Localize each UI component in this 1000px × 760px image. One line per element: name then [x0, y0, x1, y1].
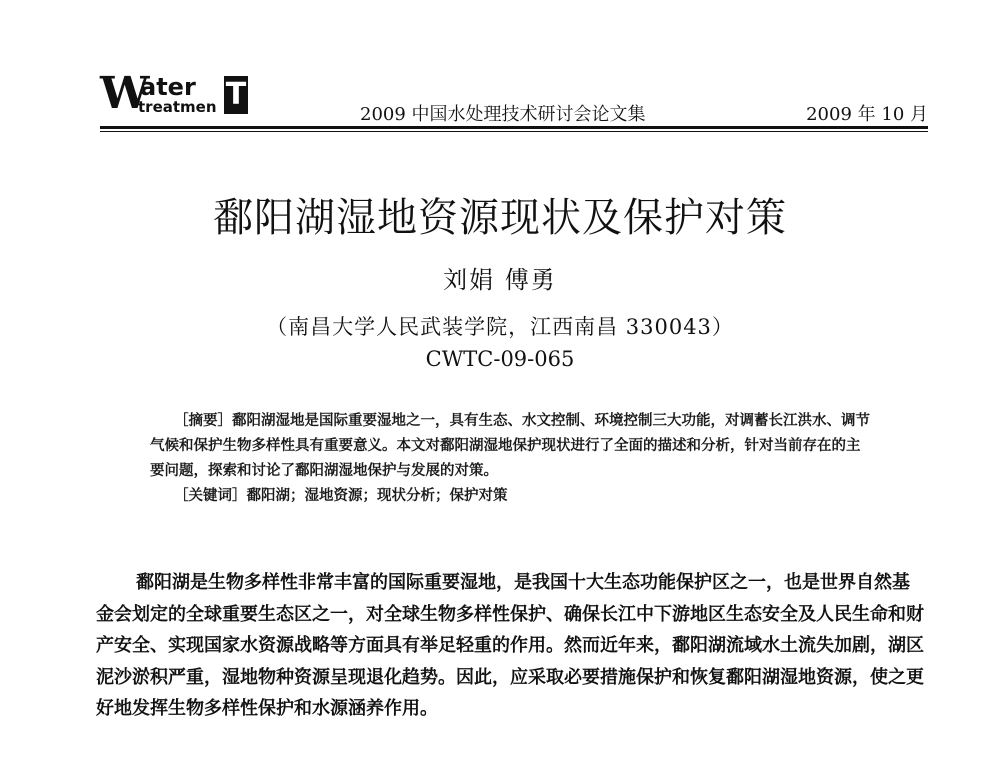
keywords-label: ［关键词］ — [174, 488, 247, 504]
running-header-date: 2009 年 10 月 — [806, 104, 928, 125]
keywords-text: 鄱阳湖；湿地资源；现状分析；保护对策 — [246, 488, 508, 504]
keywords-line — [150, 484, 870, 509]
logo-badge: T — [225, 77, 247, 112]
body-text — [96, 567, 924, 725]
body-paragraph: 鄱阳湖是生物多样性非常丰富的国际重要湿地，是我国十大生态功能保护区之一，也是世界自然基金会划定的全球重要生态区之一，对全球生物多样性保护、确保长江中下游地区生态安全及人民生命和财产安全、实现国家水资源战略等方面具有举足轻重的作用。然而近年来，鄱阳湖流域水土流失加剧，湖区泥沙淤积严重，湿地物种资源呈现退化趋势。因此，应采取必要措施保护和恢复鄱阳湖湿地资源，使之更好地发挥生物多样性保护和水源涵养作用。 — [96, 572, 924, 719]
paper-affiliation: （南昌大学人民武装学院，江西南昌 330043） — [266, 315, 734, 339]
abstract-paragraph — [150, 409, 870, 484]
paper-id: CWTC-09-065 — [425, 347, 575, 371]
journal-logo — [100, 68, 250, 122]
header-rule-thin — [100, 131, 928, 132]
logo-word-bottom: treatmen — [138, 98, 217, 116]
abstract-block — [150, 409, 870, 509]
logo-mark: W — [100, 68, 148, 119]
abstract-label: ［摘要］ — [174, 413, 232, 429]
paper-title: 鄱阳湖湿地资源现状及保护对策 — [213, 195, 787, 241]
running-header-title: 2009 中国水处理技术研讨会论文集 — [360, 104, 646, 125]
logo-word-top: ater — [140, 73, 196, 101]
abstract-text: 鄱阳湖湿地是国际重要湿地之一，具有生态、水文控制、环境控制三大功能，对调蓄长江洪水、调节气候和保护生物多样性具有重要意义。本文对鄱阳湖湿地保护现状进行了全面的描述和分析，针对当前存在的主要问题，探索和讨论了鄱阳湖湿地保护与发展的对策。 — [150, 413, 870, 479]
paper-authors: 刘娟 傅勇 — [443, 266, 557, 294]
header-rule-thick — [100, 126, 928, 129]
